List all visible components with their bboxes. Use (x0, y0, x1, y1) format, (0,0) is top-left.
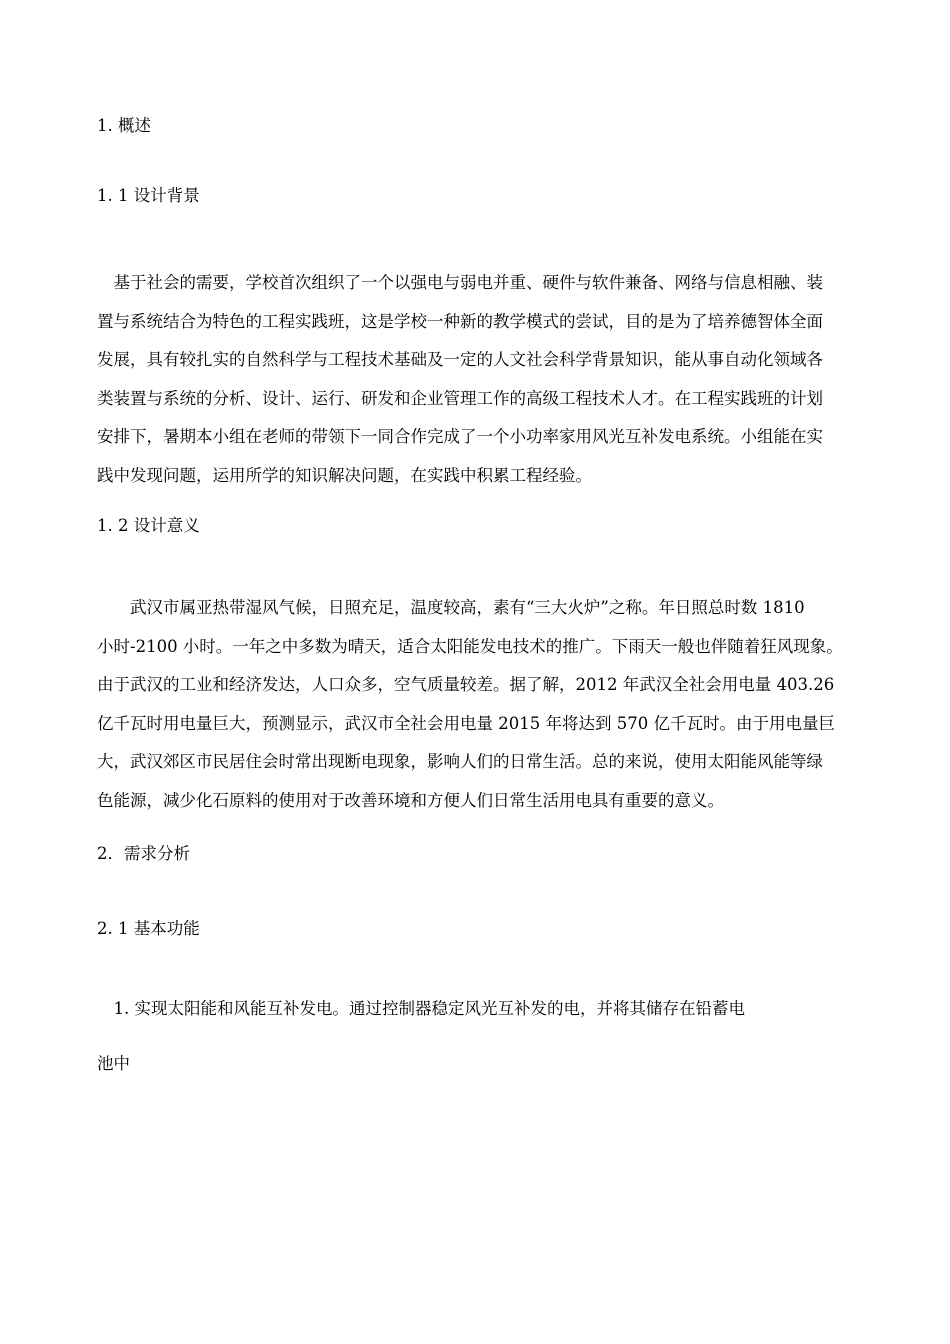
paragraph-line: 亿千瓦时用电量巨大，预测显示，武汉市全社会用电量 2015 年将达到 570 亿千瓦时。由于用电量巨 (97, 713, 835, 733)
paragraph-line: 小时-2100 小时。一年之中多数为晴天，适合太阳能发电技术的推广。下雨天一般也伴随着狂风现象。 (97, 636, 843, 656)
paragraph-line: 由于武汉的工业和经济发达，人口众多，空气质量较差。据了解，2012 年武汉全社会用电量 403.26 (97, 675, 835, 695)
heading-overview: 1. 概述 (97, 116, 151, 135)
heading-design-significance: 1. 2 设计意义 (97, 516, 200, 535)
paragraph-design-background (97, 264, 867, 496)
list-item: 1. 实现太阳能和风能互补发电。通过控制器稳定风光互补发的电，并将其储存在铅蓄电 (97, 999, 745, 1018)
list-item-continuation: 池中 (97, 1054, 130, 1073)
heading-requirements-analysis: 2．需求分析 (97, 844, 190, 863)
heading-design-background: 1. 1 设计背景 (97, 186, 200, 205)
paragraph-line: 大，武汉郊区市民居住会时常出现断电现象，影响人们的日常生活。总的来说，使用太阳能风能等绿 (97, 752, 823, 772)
paragraph-line: 基于社会的需要，学校首次组织了一个以强电与弱电并重、硬件与软件兼备、网络与信息相融、装 (97, 273, 823, 292)
paragraph-design-significance (97, 589, 867, 821)
paragraph-line: 践中发现问题，运用所学的知识解决问题，在实践中积累工程经验。 (97, 465, 592, 485)
paragraph-line: 安排下，暑期本小组在老师的带领下一同合作完成了一个小功率家用风光互补发电系统。小组能在实 (97, 427, 823, 447)
paragraph-line: 色能源，减少化石原料的使用对于改善环境和方便人们日常生活用电具有重要的意义。 (97, 790, 724, 810)
paragraph-line: 置与系统结合为特色的工程实践班，这是学校一种新的教学模式的尝试，目的是为了培养德智体全面 (97, 311, 823, 331)
paragraph-line: 发展，具有较扎实的自然科学与工程技术基础及一定的人文社会科学背景知识，能从事自动化领域各 (97, 350, 823, 370)
paragraph-line: 类装置与系统的分析、设计、运行、研发和企业管理工作的高级工程技术人才。在工程实践班的计划 (97, 388, 823, 408)
paragraph-line: 武汉市属亚热带湿风气候，日照充足，温度较高，素有“三大火炉”之称。年日照总时数 1810 (97, 598, 805, 617)
heading-basic-functions: 2. 1 基本功能 (97, 919, 200, 938)
